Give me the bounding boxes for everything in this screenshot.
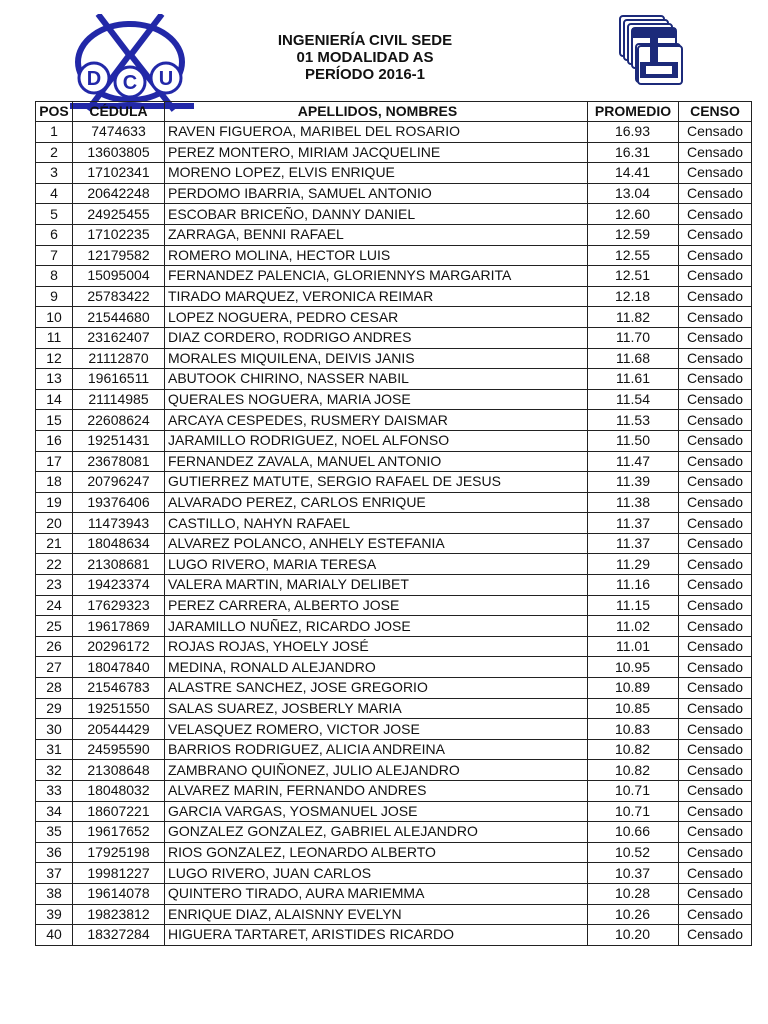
row-name: PEREZ MONTERO, MIRIAM JACQUELINE xyxy=(165,142,588,163)
row-cedula: 19423374 xyxy=(73,575,165,596)
table-row xyxy=(36,451,752,472)
table-row xyxy=(36,883,752,904)
row-pos: 18 xyxy=(36,472,73,493)
row-promedio: 11.50 xyxy=(588,430,679,451)
row-pos: 2 xyxy=(36,142,73,163)
row-name: RIOS GONZALEZ, LEONARDO ALBERTO xyxy=(165,842,588,863)
row-cedula: 17925198 xyxy=(73,842,165,863)
row-promedio: 11.53 xyxy=(588,410,679,431)
row-censo: Censado xyxy=(679,863,752,884)
row-censo: Censado xyxy=(679,533,752,554)
row-cedula: 25783422 xyxy=(73,286,165,307)
table-row xyxy=(36,904,752,925)
row-pos: 37 xyxy=(36,863,73,884)
row-name: VALERA MARTIN, MARIALY DELIBET xyxy=(165,575,588,596)
row-cedula: 20642248 xyxy=(73,183,165,204)
row-name: CASTILLO, NAHYN RAFAEL xyxy=(165,513,588,534)
row-pos: 34 xyxy=(36,801,73,822)
row-pos: 40 xyxy=(36,925,73,946)
title-line-2: 01 MODALIDAD AS xyxy=(296,49,434,66)
row-censo: Censado xyxy=(679,183,752,204)
row-pos: 8 xyxy=(36,266,73,287)
row-censo: Censado xyxy=(679,327,752,348)
row-pos: 23 xyxy=(36,575,73,596)
table-row xyxy=(36,657,752,678)
row-promedio: 10.20 xyxy=(588,925,679,946)
row-promedio: 11.02 xyxy=(588,616,679,637)
row-pos: 27 xyxy=(36,657,73,678)
row-promedio: 11.38 xyxy=(588,492,679,513)
row-promedio: 12.51 xyxy=(588,266,679,287)
row-cedula: 18048634 xyxy=(73,533,165,554)
row-name: LOPEZ NOGUERA, PEDRO CESAR xyxy=(165,307,588,328)
row-promedio: 16.93 xyxy=(588,122,679,143)
table-row xyxy=(36,369,752,390)
row-promedio: 11.82 xyxy=(588,307,679,328)
row-promedio: 12.18 xyxy=(588,286,679,307)
row-censo: Censado xyxy=(679,204,752,225)
col-header-promedio: PROMEDIO xyxy=(588,102,679,122)
row-cedula: 11473943 xyxy=(73,513,165,534)
row-name: QUERALES NOGUERA, MARIA JOSE xyxy=(165,389,588,410)
row-cedula: 22608624 xyxy=(73,410,165,431)
row-pos: 12 xyxy=(36,348,73,369)
row-name: VELASQUEZ ROMERO, VICTOR JOSE xyxy=(165,719,588,740)
row-censo: Censado xyxy=(679,822,752,843)
row-cedula: 21308681 xyxy=(73,554,165,575)
row-cedula: 13603805 xyxy=(73,142,165,163)
table-row xyxy=(36,533,752,554)
table-row xyxy=(36,142,752,163)
row-cedula: 15095004 xyxy=(73,266,165,287)
row-promedio: 12.55 xyxy=(588,245,679,266)
row-censo: Censado xyxy=(679,678,752,699)
row-cedula: 21308648 xyxy=(73,760,165,781)
row-name: TIRADO MARQUEZ, VERONICA REIMAR xyxy=(165,286,588,307)
row-promedio: 11.01 xyxy=(588,636,679,657)
row-name: SALAS SUAREZ, JOSBERLY MARIA xyxy=(165,698,588,719)
row-promedio: 11.37 xyxy=(588,533,679,554)
table-row xyxy=(36,163,752,184)
row-cedula: 24925455 xyxy=(73,204,165,225)
row-cedula: 19251550 xyxy=(73,698,165,719)
row-pos: 29 xyxy=(36,698,73,719)
row-name: ALVAREZ POLANCO, ANHELY ESTEFANIA xyxy=(165,533,588,554)
row-cedula: 21114985 xyxy=(73,389,165,410)
row-promedio: 11.37 xyxy=(588,513,679,534)
table-row xyxy=(36,492,752,513)
row-promedio: 10.95 xyxy=(588,657,679,678)
table-row xyxy=(36,739,752,760)
row-promedio: 10.85 xyxy=(588,698,679,719)
row-cedula: 18607221 xyxy=(73,801,165,822)
row-name: PEREZ CARRERA, ALBERTO JOSE xyxy=(165,595,588,616)
row-cedula: 19981227 xyxy=(73,863,165,884)
row-promedio: 11.70 xyxy=(588,327,679,348)
row-pos: 10 xyxy=(36,307,73,328)
row-name: ENRIQUE DIAZ, ALAISNNY EVELYN xyxy=(165,904,588,925)
row-cedula: 23678081 xyxy=(73,451,165,472)
col-header-cedula: CÉDULA xyxy=(73,102,165,122)
table-row xyxy=(36,760,752,781)
row-cedula: 7474633 xyxy=(73,122,165,143)
row-cedula: 20544429 xyxy=(73,719,165,740)
table-row xyxy=(36,616,752,637)
row-censo: Censado xyxy=(679,389,752,410)
row-pos: 32 xyxy=(36,760,73,781)
row-censo: Censado xyxy=(679,842,752,863)
row-pos: 13 xyxy=(36,369,73,390)
row-promedio: 10.89 xyxy=(588,678,679,699)
row-censo: Censado xyxy=(679,369,752,390)
row-name: JARAMILLO RODRIGUEZ, NOEL ALFONSO xyxy=(165,430,588,451)
table-row xyxy=(36,636,752,657)
row-pos: 35 xyxy=(36,822,73,843)
row-pos: 14 xyxy=(36,389,73,410)
row-name: DIAZ CORDERO, RODRIGO ANDRES xyxy=(165,327,588,348)
row-name: ZAMBRANO QUIÑONEZ, JULIO ALEJANDRO xyxy=(165,760,588,781)
row-pos: 38 xyxy=(36,883,73,904)
row-pos: 5 xyxy=(36,204,73,225)
row-censo: Censado xyxy=(679,636,752,657)
row-pos: 6 xyxy=(36,224,73,245)
row-cedula: 19617652 xyxy=(73,822,165,843)
row-promedio: 10.37 xyxy=(588,863,679,884)
row-censo: Censado xyxy=(679,801,752,822)
document-title xyxy=(210,32,520,83)
table-row xyxy=(36,224,752,245)
row-name: LUGO RIVERO, MARIA TERESA xyxy=(165,554,588,575)
row-promedio: 11.15 xyxy=(588,595,679,616)
col-header-censo: CENSO xyxy=(679,102,752,122)
table-row xyxy=(36,822,752,843)
row-cedula: 19376406 xyxy=(73,492,165,513)
row-promedio: 10.52 xyxy=(588,842,679,863)
row-pos: 3 xyxy=(36,163,73,184)
row-pos: 19 xyxy=(36,492,73,513)
row-cedula: 18327284 xyxy=(73,925,165,946)
row-pos: 20 xyxy=(36,513,73,534)
row-censo: Censado xyxy=(679,472,752,493)
row-censo: Censado xyxy=(679,904,752,925)
row-censo: Censado xyxy=(679,163,752,184)
row-censo: Censado xyxy=(679,616,752,637)
table-row xyxy=(36,472,752,493)
svg-text:U: U xyxy=(158,68,174,90)
table-row xyxy=(36,575,752,596)
row-name: ABUTOOK CHIRINO, NASSER NABIL xyxy=(165,369,588,390)
row-censo: Censado xyxy=(679,575,752,596)
table-row xyxy=(36,245,752,266)
row-censo: Censado xyxy=(679,430,752,451)
row-cedula: 18047840 xyxy=(73,657,165,678)
svg-text:D: D xyxy=(86,68,102,90)
row-name: MEDINA, RONALD ALEJANDRO xyxy=(165,657,588,678)
row-promedio: 11.61 xyxy=(588,369,679,390)
table-row xyxy=(36,410,752,431)
row-cedula: 18048032 xyxy=(73,781,165,802)
col-header-names: APELLIDOS, NOMBRES xyxy=(165,102,588,122)
row-censo: Censado xyxy=(679,657,752,678)
row-promedio: 14.41 xyxy=(588,163,679,184)
row-promedio: 10.28 xyxy=(588,883,679,904)
row-cedula: 21544680 xyxy=(73,307,165,328)
row-name: ESCOBAR BRICEÑO, DANNY DANIEL xyxy=(165,204,588,225)
row-cedula: 12179582 xyxy=(73,245,165,266)
row-name: RAVEN FIGUEROA, MARIBEL DEL ROSARIO xyxy=(165,122,588,143)
row-censo: Censado xyxy=(679,307,752,328)
row-censo: Censado xyxy=(679,739,752,760)
row-pos: 39 xyxy=(36,904,73,925)
row-name: JARAMILLO NUÑEZ, RICARDO JOSE xyxy=(165,616,588,637)
row-pos: 21 xyxy=(36,533,73,554)
row-censo: Censado xyxy=(679,883,752,904)
row-promedio: 10.71 xyxy=(588,801,679,822)
row-censo: Censado xyxy=(679,451,752,472)
row-censo: Censado xyxy=(679,245,752,266)
table-row xyxy=(36,698,752,719)
row-censo: Censado xyxy=(679,760,752,781)
table-row xyxy=(36,781,752,802)
table-row xyxy=(36,204,752,225)
row-name: ALVARADO PEREZ, CARLOS ENRIQUE xyxy=(165,492,588,513)
row-pos: 7 xyxy=(36,245,73,266)
svg-text:C: C xyxy=(122,72,138,94)
table-row xyxy=(36,842,752,863)
row-name: ALVAREZ MARIN, FERNANDO ANDRES xyxy=(165,781,588,802)
row-pos: 1 xyxy=(36,122,73,143)
row-pos: 17 xyxy=(36,451,73,472)
row-pos: 4 xyxy=(36,183,73,204)
row-pos: 36 xyxy=(36,842,73,863)
row-censo: Censado xyxy=(679,554,752,575)
row-name: BARRIOS RODRIGUEZ, ALICIA ANDREINA xyxy=(165,739,588,760)
row-cedula: 17629323 xyxy=(73,595,165,616)
row-cedula: 19614078 xyxy=(73,883,165,904)
row-censo: Censado xyxy=(679,781,752,802)
row-cedula: 21112870 xyxy=(73,348,165,369)
table-row xyxy=(36,430,752,451)
table-row xyxy=(36,513,752,534)
row-cedula: 19823812 xyxy=(73,904,165,925)
row-cedula: 21546783 xyxy=(73,678,165,699)
row-promedio: 11.47 xyxy=(588,451,679,472)
row-name: MORENO LOPEZ, ELVIS ENRIQUE xyxy=(165,163,588,184)
row-name: GONZALEZ GONZALEZ, GABRIEL ALEJANDRO xyxy=(165,822,588,843)
row-censo: Censado xyxy=(679,492,752,513)
row-cedula: 24595590 xyxy=(73,739,165,760)
row-censo: Censado xyxy=(679,142,752,163)
row-pos: 15 xyxy=(36,410,73,431)
row-name: ARCAYA CESPEDES, RUSMERY DAISMAR xyxy=(165,410,588,431)
row-censo: Censado xyxy=(679,698,752,719)
table-row xyxy=(36,286,752,307)
row-censo: Censado xyxy=(679,719,752,740)
row-pos: 11 xyxy=(36,327,73,348)
row-censo: Censado xyxy=(679,925,752,946)
row-name: HIGUERA TARTARET, ARISTIDES RICARDO xyxy=(165,925,588,946)
row-name: ROJAS ROJAS, YHOELY JOSÉ xyxy=(165,636,588,657)
row-pos: 30 xyxy=(36,719,73,740)
row-pos: 24 xyxy=(36,595,73,616)
row-cedula: 17102341 xyxy=(73,163,165,184)
table-row xyxy=(36,122,752,143)
row-promedio: 10.66 xyxy=(588,822,679,843)
table-row xyxy=(36,925,752,946)
title-line-3: PERÍODO 2016-1 xyxy=(304,66,426,83)
row-pos: 28 xyxy=(36,678,73,699)
row-pos: 9 xyxy=(36,286,73,307)
row-promedio: 11.39 xyxy=(588,472,679,493)
row-promedio: 11.16 xyxy=(588,575,679,596)
row-name: FERNANDEZ PALENCIA, GLORIENNYS MARGARITA xyxy=(165,266,588,287)
row-pos: 25 xyxy=(36,616,73,637)
student-ranking-table xyxy=(35,101,752,946)
row-name: MORALES MIQUILENA, DEIVIS JANIS xyxy=(165,348,588,369)
row-promedio: 12.60 xyxy=(588,204,679,225)
row-cedula: 17102235 xyxy=(73,224,165,245)
row-name: ALASTRE SANCHEZ, JOSE GREGORIO xyxy=(165,678,588,699)
row-promedio: 10.83 xyxy=(588,719,679,740)
table-row xyxy=(36,266,752,287)
table-row xyxy=(36,554,752,575)
row-name: PERDOMO IBARRIA, SAMUEL ANTONIO xyxy=(165,183,588,204)
table-row xyxy=(36,348,752,369)
row-pos: 33 xyxy=(36,781,73,802)
row-name: ZARRAGA, BENNI RAFAEL xyxy=(165,224,588,245)
row-promedio: 10.82 xyxy=(588,739,679,760)
row-censo: Censado xyxy=(679,513,752,534)
row-pos: 22 xyxy=(36,554,73,575)
row-cedula: 20296172 xyxy=(73,636,165,657)
row-name: GUTIERREZ MATUTE, SERGIO RAFAEL DE JESUS xyxy=(165,472,588,493)
table-row xyxy=(36,327,752,348)
row-promedio: 10.82 xyxy=(588,760,679,781)
row-name: GARCIA VARGAS, YOSMANUEL JOSE xyxy=(165,801,588,822)
table-row xyxy=(36,801,752,822)
row-censo: Censado xyxy=(679,286,752,307)
row-promedio: 10.71 xyxy=(588,781,679,802)
row-censo: Censado xyxy=(679,410,752,431)
row-promedio: 11.29 xyxy=(588,554,679,575)
col-header-pos: POS xyxy=(36,102,73,122)
table-row xyxy=(36,595,752,616)
row-censo: Censado xyxy=(679,224,752,245)
row-promedio: 11.54 xyxy=(588,389,679,410)
row-cedula: 20796247 xyxy=(73,472,165,493)
row-pos: 16 xyxy=(36,430,73,451)
row-censo: Censado xyxy=(679,595,752,616)
row-promedio: 16.31 xyxy=(588,142,679,163)
table-row xyxy=(36,678,752,699)
row-cedula: 19616511 xyxy=(73,369,165,390)
table-header-row xyxy=(36,102,752,122)
table-row xyxy=(36,863,752,884)
row-censo: Censado xyxy=(679,266,752,287)
row-name: ROMERO MOLINA, HECTOR LUIS xyxy=(165,245,588,266)
row-promedio: 11.68 xyxy=(588,348,679,369)
row-pos: 31 xyxy=(36,739,73,760)
row-name: FERNANDEZ ZAVALA, MANUEL ANTONIO xyxy=(165,451,588,472)
title-line-1: INGENIERÍA CIVIL SEDE xyxy=(277,32,453,49)
row-cedula: 23162407 xyxy=(73,327,165,348)
row-cedula: 19617869 xyxy=(73,616,165,637)
row-cedula: 19251431 xyxy=(73,430,165,451)
row-name: QUINTERO TIRADO, AURA MARIEMMA xyxy=(165,883,588,904)
table-row xyxy=(36,389,752,410)
row-promedio: 10.26 xyxy=(588,904,679,925)
row-promedio: 13.04 xyxy=(588,183,679,204)
table-row xyxy=(36,183,752,204)
row-pos: 26 xyxy=(36,636,73,657)
row-name: LUGO RIVERO, JUAN CARLOS xyxy=(165,863,588,884)
row-censo: Censado xyxy=(679,348,752,369)
table-row xyxy=(36,719,752,740)
row-promedio: 12.59 xyxy=(588,224,679,245)
row-censo: Censado xyxy=(679,122,752,143)
table-row xyxy=(36,307,752,328)
institution-logo xyxy=(618,14,686,86)
